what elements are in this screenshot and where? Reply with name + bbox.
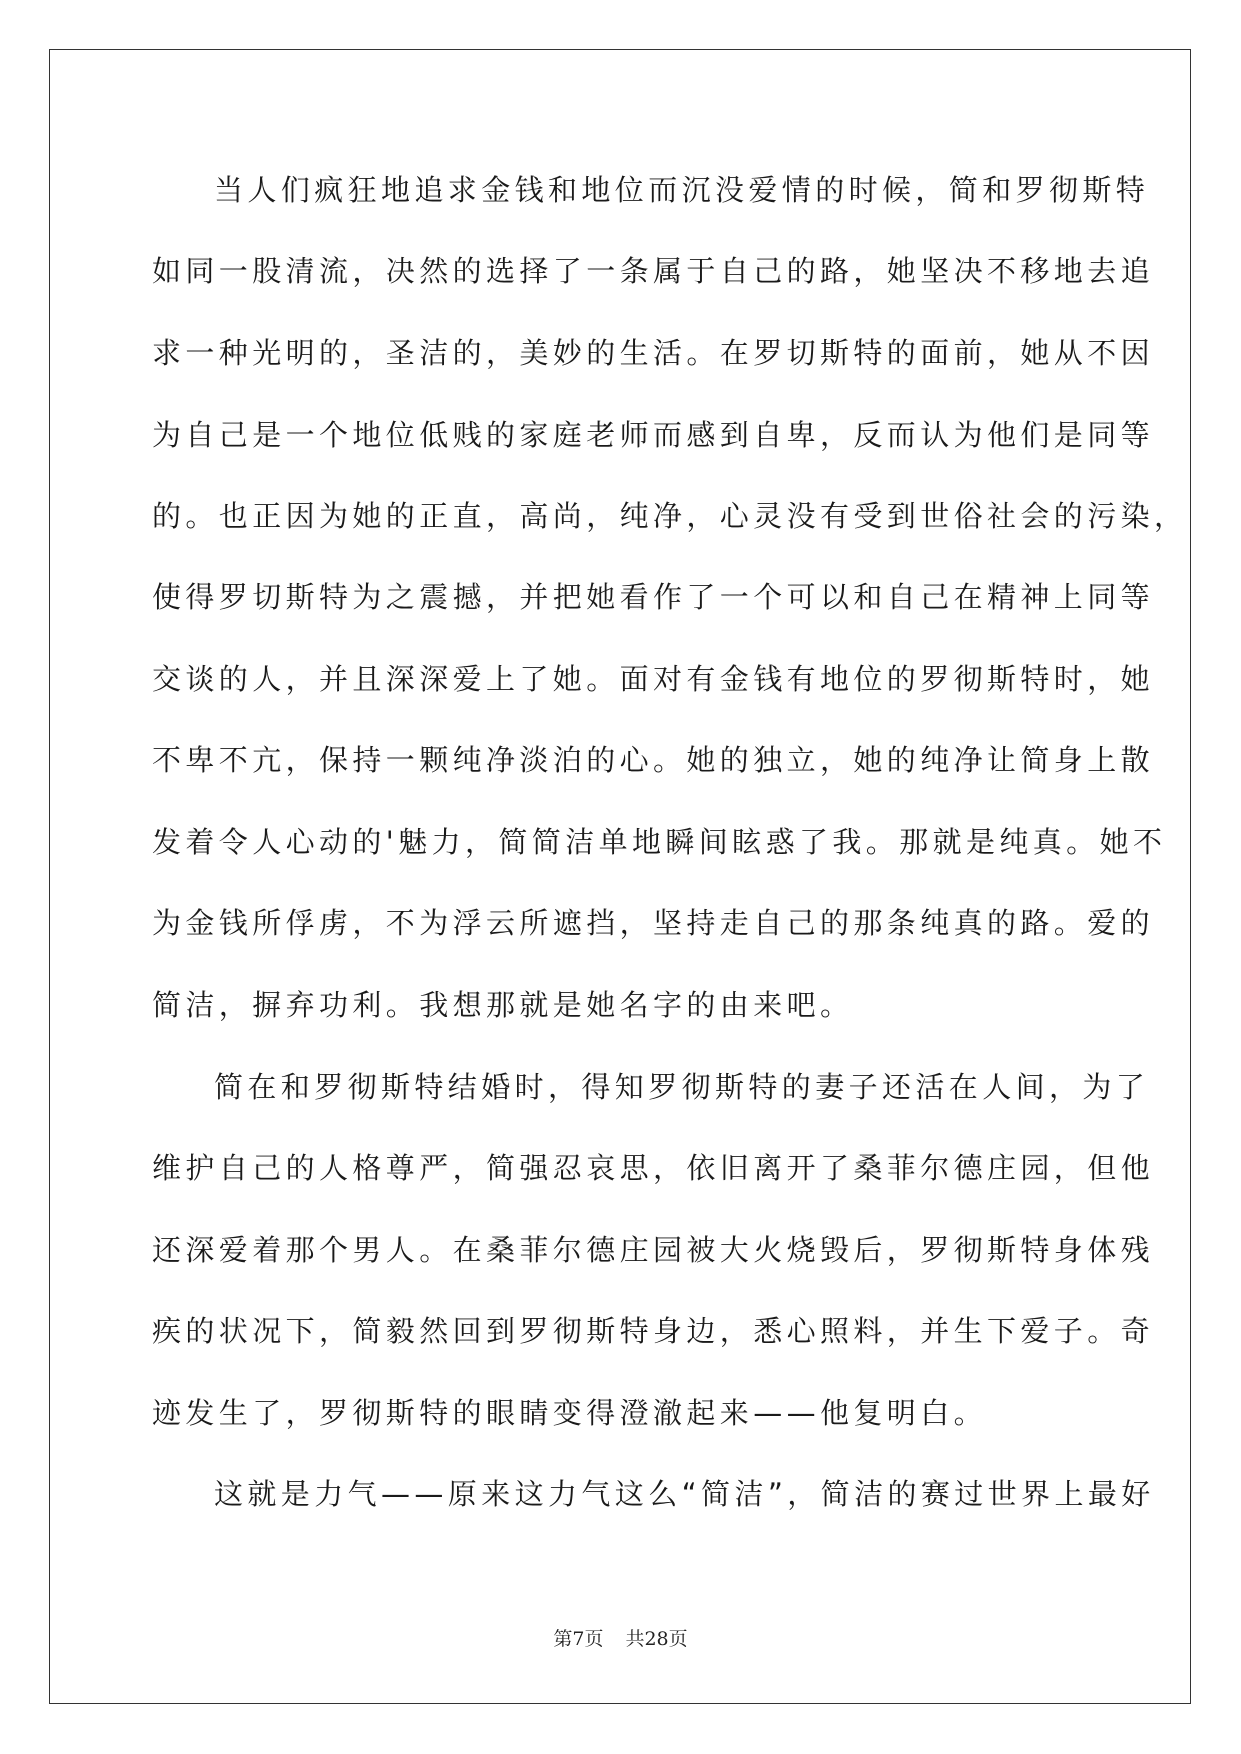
page-number: 第7页 bbox=[553, 1628, 604, 1650]
page-footer bbox=[0, 1624, 1241, 1651]
text-line: 使得罗切斯特为之震撼，并把她看作了一个可以和自己在精神上同等 bbox=[152, 580, 1155, 614]
page-border bbox=[49, 49, 1191, 1704]
text-line: 求一种光明的，圣洁的，美妙的生活。在罗切斯特的面前，她从不因 bbox=[152, 336, 1155, 370]
text-line: 当人们疯狂地追求金钱和地位而沉没爱情的时候，简和罗彻斯特 bbox=[214, 173, 1150, 207]
text-line: 交谈的人，并且深深爱上了她。面对有金钱有地位的罗彻斯特时，她 bbox=[152, 662, 1155, 696]
text-line: 简洁，摒弃功利。我想那就是她名字的由来吧。 bbox=[152, 988, 854, 1022]
text-line: 的。也正因为她的正直，高尚，纯净，心灵没有受到世俗社会的污染， bbox=[152, 499, 1188, 533]
text-line: 疾的状况下，简毅然回到罗彻斯特身边，悉心照料，并生下爱子。奇 bbox=[152, 1314, 1155, 1348]
text-line: 简在和罗彻斯特结婚时，得知罗彻斯特的妻子还活在人间，为了 bbox=[214, 1070, 1150, 1104]
text-line: 还深爱着那个男人。在桑菲尔德庄园被大火烧毁后，罗彻斯特身体残 bbox=[152, 1233, 1155, 1267]
text-line: 不卑不亢，保持一颗纯净淡泊的心。她的独立，她的纯净让简身上散 bbox=[152, 743, 1155, 777]
text-line: 为自己是一个地位低贱的家庭老师而感到自卑，反而认为他们是同等 bbox=[152, 418, 1155, 452]
text-line: 维护自己的人格尊严，简强忍哀思，依旧离开了桑菲尔德庄园，但他 bbox=[152, 1151, 1155, 1185]
text-line: 这就是力气——原来这力气这么“简洁”，简洁的赛过世界上最好 bbox=[214, 1477, 1155, 1511]
text-line: 迹发生了，罗彻斯特的眼睛变得澄澈起来——他复明白。 bbox=[152, 1396, 988, 1430]
text-line: 如同一股清流，决然的选择了一条属于自己的路，她坚决不移地去追 bbox=[152, 254, 1155, 288]
text-line: 为金钱所俘虏，不为浮云所遮挡，坚持走自己的那条纯真的路。爱的 bbox=[152, 906, 1155, 940]
page-total: 共28页 bbox=[625, 1628, 688, 1650]
text-line: 发着令人心动的'魅力，简简洁单地瞬间眩惑了我。那就是纯真。她不 bbox=[152, 825, 1167, 859]
